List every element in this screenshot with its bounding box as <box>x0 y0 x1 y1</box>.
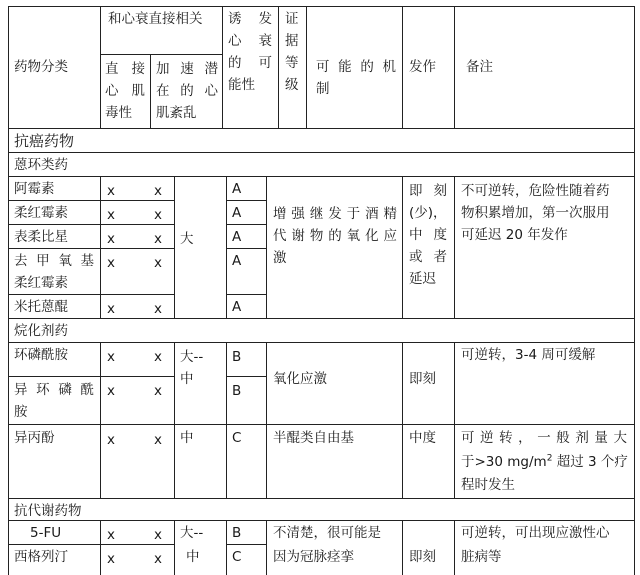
notes-line: 不可逆转，危险性随着药 <box>461 183 610 199</box>
section-antimetabolite: 抗代谢药物 <box>14 503 82 519</box>
x-mark: x <box>154 349 162 365</box>
x-mark: x <box>154 432 162 448</box>
table-rule <box>8 376 100 377</box>
table-rule <box>8 498 635 499</box>
drug-name: 米托蒽醌 <box>14 299 68 315</box>
table-rule <box>226 176 227 318</box>
table-rule <box>266 176 267 318</box>
evidence-grade: B <box>232 349 242 365</box>
table-rule <box>226 248 266 249</box>
table-rule <box>8 424 635 425</box>
header-induce-3: 的 可 <box>228 55 272 71</box>
table-rule <box>226 200 266 201</box>
table-rule <box>454 342 455 498</box>
table-rule <box>222 6 223 128</box>
drug-name: 表柔比星 <box>14 229 68 245</box>
table-rule <box>226 294 266 295</box>
header-accel-2: 在 的 心 <box>156 83 218 99</box>
x-mark: x <box>154 183 162 199</box>
drug-name: 柔红霉素 <box>14 205 68 221</box>
likelihood: 中 <box>180 430 194 446</box>
table-rule <box>8 224 100 225</box>
x-mark: x <box>154 231 162 247</box>
x-mark: x <box>107 527 115 543</box>
x-mark: x <box>107 301 115 317</box>
table-border <box>634 6 635 575</box>
table-rule <box>100 520 101 575</box>
likelihood: 大-- <box>180 525 204 541</box>
x-mark: x <box>154 301 162 317</box>
table-rule <box>8 294 100 295</box>
drug-name: 胺 <box>14 404 28 420</box>
table-rule <box>8 128 635 129</box>
header-induce-1: 诱 发 <box>228 11 272 27</box>
x-mark: x <box>107 255 115 271</box>
table-rule <box>454 520 455 575</box>
drug-name: 柔红霉素 <box>14 275 68 291</box>
onset-line: 或 者 <box>409 249 447 265</box>
onset-line: 即刻 <box>409 371 436 387</box>
table-rule <box>306 6 307 128</box>
table-rule <box>100 54 222 55</box>
notes-line: 可 逆 转 ， 一 般 剂 量 大 <box>461 430 627 446</box>
drug-name: 环磷酰胺 <box>14 347 68 363</box>
header-evidence-4: 级 <box>285 77 299 93</box>
notes-line: 物积累增加，第一次服用 <box>461 205 610 221</box>
section-anthracycline: 蒽环类药 <box>14 157 68 173</box>
table-border <box>8 6 635 7</box>
header-direct-group: 和心衰直接相关 <box>108 11 203 27</box>
header-evidence-2: 据 <box>285 33 299 49</box>
drug-name: 异丙酚 <box>14 430 55 446</box>
table-rule <box>266 520 267 575</box>
mechanism-line: 氧化应激 <box>273 371 327 387</box>
evidence-grade: A <box>232 229 242 245</box>
evidence-grade: A <box>232 181 242 197</box>
evidence-grade: B <box>232 383 242 399</box>
table-rule <box>226 520 227 575</box>
table-rule <box>226 376 266 377</box>
onset-line: 即刻 <box>409 549 436 565</box>
mechanism-line: 因为冠脉痉挛 <box>273 549 354 565</box>
notes-superscript: 2 <box>546 453 553 464</box>
drug-name: 异 环 磷 酰 <box>14 382 94 398</box>
mechanism-line: 激 <box>273 250 287 266</box>
likelihood: 大 <box>180 231 194 247</box>
drug-name: 去 甲 氧 基 <box>14 253 94 269</box>
notes-line: 可逆转，可出现应激性心 <box>461 525 610 541</box>
notes-line: 可延迟 20 年发作 <box>461 227 568 243</box>
x-mark: x <box>154 207 162 223</box>
header-accel-3: 肌紊乱 <box>156 105 197 121</box>
x-mark: x <box>107 349 115 365</box>
mechanism-line: 不清楚，很可能是 <box>273 525 381 541</box>
mechanism-line: 代谢物的氧化应 <box>273 228 397 244</box>
likelihood: 中 <box>186 549 200 565</box>
onset-line: 中 度 <box>409 227 447 243</box>
header-induce-2: 心 衰 <box>228 33 272 49</box>
table-rule <box>8 318 635 319</box>
x-mark: x <box>107 231 115 247</box>
evidence-grade: A <box>232 299 242 315</box>
x-mark: x <box>154 255 162 271</box>
mechanism-line: 半醌类自由基 <box>273 430 354 446</box>
mechanism-line: 增强继发于酒精 <box>273 206 397 222</box>
likelihood: 大-- <box>180 349 204 365</box>
x-mark: x <box>107 551 115 567</box>
notes-line: 脏病等 <box>461 549 502 565</box>
header-accel-1: 加 速 潜 <box>156 61 218 77</box>
evidence-grade: C <box>232 549 242 565</box>
table-rule <box>174 342 175 498</box>
table-rule <box>8 520 635 521</box>
table-rule <box>226 224 266 225</box>
notes-line: 可逆转，3-4 周可缓解 <box>461 347 596 363</box>
table-rule <box>402 6 403 128</box>
table-rule <box>100 294 174 295</box>
header-onset: 发作 <box>409 59 436 75</box>
notes-line <box>461 451 628 473</box>
section-alkylating: 烷化剂药 <box>14 323 68 339</box>
table-rule <box>100 176 101 318</box>
onset-line: 即 刻 <box>409 183 447 199</box>
x-mark: x <box>107 183 115 199</box>
evidence-grade: A <box>232 205 242 221</box>
table-rule <box>8 342 635 343</box>
table-rule <box>174 520 175 575</box>
table-rule <box>100 342 101 498</box>
evidence-grade: B <box>232 525 242 541</box>
table-rule <box>226 544 266 545</box>
drug-name: 阿霉素 <box>14 181 55 197</box>
table-rule <box>100 376 174 377</box>
header-category: 药物分类 <box>14 59 68 75</box>
header-mechanism-1: 可 能 的 机 <box>316 59 396 75</box>
header-evidence-3: 等 <box>285 55 299 71</box>
evidence-grade: A <box>232 253 242 269</box>
table-rule <box>226 342 227 498</box>
likelihood: 中 <box>180 371 194 387</box>
drug-name: 西格列汀 <box>14 549 68 565</box>
onset-line: 中度 <box>409 430 436 446</box>
notes-text: 超过 3 个疗 <box>552 454 628 470</box>
onset-line: 延迟 <box>409 271 436 287</box>
table-rule <box>402 342 403 498</box>
header-notes: 备注 <box>466 59 493 75</box>
table-rule <box>8 248 100 249</box>
table-rule <box>454 6 455 128</box>
table-rule <box>100 6 101 128</box>
x-mark: x <box>154 551 162 567</box>
header-induce-4: 能性 <box>228 77 255 93</box>
evidence-grade: C <box>232 430 242 446</box>
header-mechanism-2: 制 <box>316 81 330 97</box>
header-direct-toxic-1: 直 接 <box>105 61 145 77</box>
table-rule <box>8 200 100 201</box>
x-mark: x <box>107 207 115 223</box>
table-rule <box>150 54 151 128</box>
drug-name: 5-FU <box>30 525 62 541</box>
table-rule <box>454 176 455 318</box>
table-rule <box>402 520 403 575</box>
table-rule <box>8 544 100 545</box>
table-rule <box>278 6 279 128</box>
table-rule <box>402 176 403 318</box>
table-rule <box>266 342 267 498</box>
header-evidence-1: 证 <box>285 11 299 27</box>
table-rule <box>174 176 175 318</box>
header-direct-toxic-2: 心 肌 <box>105 83 145 99</box>
table-border <box>8 6 9 575</box>
table-rule <box>8 152 635 153</box>
x-mark: x <box>154 383 162 399</box>
onset-line: (少)， <box>409 205 447 221</box>
x-mark: x <box>107 432 115 448</box>
x-mark: x <box>107 383 115 399</box>
table-rule <box>8 176 635 177</box>
x-mark: x <box>154 527 162 543</box>
section-anticancer: 抗癌药物 <box>14 132 75 150</box>
notes-text: 于>30 mg/m <box>461 454 547 470</box>
header-direct-toxic-3: 毒性 <box>105 105 132 121</box>
notes-line: 程时发生 <box>461 477 515 493</box>
